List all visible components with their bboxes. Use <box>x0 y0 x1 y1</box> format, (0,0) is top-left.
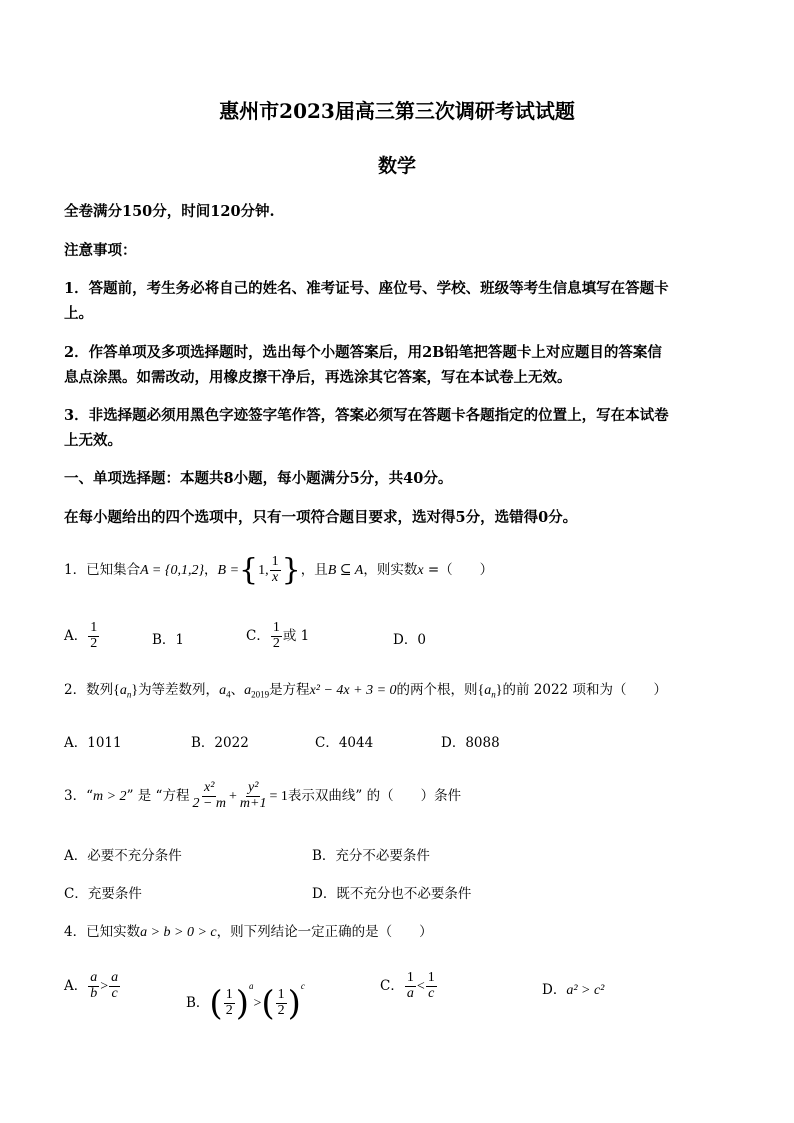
q1-option-c-label: C． <box>246 628 270 644</box>
q1-set-b-lhs: B = <box>217 563 240 578</box>
q4-option-d-expr: a² > c² <box>566 983 605 998</box>
q2-mid1: 为等差数列， <box>138 682 220 698</box>
q2-seq: a <box>119 683 127 698</box>
q4-b-num-2: 1 <box>277 987 285 1003</box>
q1-option-c-fraction <box>271 621 282 651</box>
q3-fraction-2 <box>238 781 269 811</box>
q4-option-c[interactable] <box>380 966 438 1007</box>
q2-a4-sub: 4 <box>226 689 231 700</box>
q1-left-brace: { <box>239 552 259 588</box>
q4-a-l-num: a <box>90 970 98 986</box>
q2-seq2: a <box>484 683 492 698</box>
q2-seq2-close: } <box>495 683 503 698</box>
paper-title: 惠州市2023届高三第三次调研考试试题 <box>219 99 575 123</box>
q2-prefix: 2．数列 <box>64 682 114 698</box>
q4-suffix: ，则下列结论一定正确的是（ ） <box>216 924 433 940</box>
section-instruction: 在每小题给出的四个选项中，只有一项符合题目要求，选对得5分，选错得0分。 <box>64 509 578 526</box>
q1-option-a-label: A． <box>64 628 88 644</box>
q2-mid2: 是方程 <box>269 682 310 698</box>
q2-option-a[interactable]: A．1011 <box>64 735 122 751</box>
q2-a2019-sub: 2019 <box>251 689 270 700</box>
q2-seq2-sub: n <box>491 689 496 700</box>
q4-b-lparen-1: ( <box>209 983 223 1024</box>
q4-a-l-den: b <box>90 986 98 1001</box>
q1-right-brace: } <box>281 552 301 588</box>
q4-a-op: > <box>100 979 109 994</box>
q2-seq-close: } <box>131 683 139 698</box>
q3-mid1: ” 是 “方程 <box>126 788 190 804</box>
question-3 <box>64 776 461 817</box>
notes-heading: 注意事项： <box>64 242 137 259</box>
q4-option-a-right <box>109 971 120 1001</box>
q4-b-lparen-2: ( <box>261 983 275 1024</box>
q4-prefix: 4．已知实数 <box>64 924 141 940</box>
q3-option-c[interactable]: C．充要条件 <box>64 886 142 902</box>
q2-option-c[interactable]: C．4044 <box>315 735 374 751</box>
q4-b-den-2: 2 <box>277 1003 285 1018</box>
q3-eq-rhs: = 1 <box>269 789 288 804</box>
q4-option-c-left <box>405 971 416 1001</box>
q4-b-den-1: 2 <box>225 1003 233 1018</box>
q3-option-a[interactable]: A．必要不充分条件 <box>64 848 182 864</box>
note-item-3-line2: 上无效。 <box>64 432 122 449</box>
note-item-2-line2: 息点涂黑。如需改动，用橡皮擦干净后，再选涂其它答案，写在本试卷上无效。 <box>64 369 572 386</box>
q3-condition: m > 2 <box>93 789 127 804</box>
q4-b-op: > <box>253 996 262 1011</box>
q4-c-op: < <box>416 979 425 994</box>
q1-condition: B ⊆ A <box>327 563 364 578</box>
q4-option-d-label: D． <box>542 982 567 998</box>
q4-option-c-right <box>426 971 437 1001</box>
q4-b-exp-1: a <box>248 981 254 991</box>
q4-b-rparen-2: ) <box>287 983 301 1024</box>
q3-mid2: 表示双曲线” 的（ ）条件 <box>287 788 462 804</box>
q2-a2019: a <box>244 683 252 698</box>
note-item-1-line1: 1．答题前，考生务必将自己的姓名、准考证号、座位号、学校、班级等考生信息填写在答题卡 <box>64 280 669 297</box>
q4-b-rparen-1: ) <box>235 983 249 1024</box>
q2-seq-open: { <box>113 683 120 698</box>
q2-option-d[interactable]: D．8088 <box>441 735 500 751</box>
q3-option-d[interactable]: D．既不充分也不必要条件 <box>312 886 472 902</box>
q2-sep: 、 <box>230 682 245 698</box>
exam-total-note: 全卷满分150分，时间120分钟. <box>64 203 275 220</box>
q4-b-num-1: 1 <box>225 987 233 1003</box>
q4-c-l-den: a <box>406 986 414 1001</box>
question-2 <box>64 679 667 706</box>
q1-option-b[interactable]: B．1 <box>152 632 185 648</box>
q2-seq2-open: { <box>477 683 485 698</box>
q3-prefix: 3．“ <box>64 788 93 804</box>
q3-f2-den: m+1 <box>239 796 267 811</box>
q4-c-r-den: c <box>428 986 435 1001</box>
question-4 <box>64 920 433 941</box>
q3-f2-num: y² <box>247 780 259 796</box>
q4-option-a-label: A． <box>64 978 88 994</box>
q4-option-d[interactable] <box>542 978 604 999</box>
q4-a-r-num: a <box>111 970 119 986</box>
q4-option-b[interactable] <box>186 962 305 1028</box>
note-item-1-line2: 上。 <box>64 305 93 322</box>
q4-option-a-left <box>88 971 99 1001</box>
q4-b-fraction-2 <box>276 988 287 1018</box>
q4-option-b-label: B． <box>186 995 210 1011</box>
q4-a-r-den: c <box>111 986 118 1001</box>
q4-c-r-num: 1 <box>427 970 435 986</box>
q3-fraction-1 <box>190 781 228 811</box>
q1-option-c-num: 1 <box>272 620 280 636</box>
q3-f1-num: x² <box>204 780 215 796</box>
q1-prefix: 1．已知集合 <box>64 562 141 578</box>
q1-option-a-num: 1 <box>90 620 98 636</box>
q1-frac-den: x <box>272 570 279 585</box>
q4-b-fraction-1 <box>224 988 235 1018</box>
q1-option-c-den: 2 <box>272 636 280 651</box>
q1-set-b-one: 1, <box>258 563 269 578</box>
q1-option-c[interactable] <box>246 620 309 652</box>
section-heading: 一、单项选择题：本题共8小题，每小题满分5分，共40分。 <box>64 470 453 487</box>
q4-option-a[interactable] <box>64 966 121 1007</box>
q1-set-b-fraction <box>270 555 281 585</box>
q1-option-a-fraction <box>88 621 99 651</box>
q3-f1-den: 2 − m <box>192 796 227 811</box>
subject-title: 数学 <box>377 155 416 177</box>
q1-set-a: A = {0,1,2} <box>140 563 205 578</box>
q2-seq-sub: n <box>126 689 132 700</box>
q1-cond-text: ，且 <box>300 562 328 578</box>
q2-option-b[interactable]: B．2022 <box>191 735 249 751</box>
question-1 <box>64 552 493 589</box>
q1-option-c-suffix: 或 1 <box>282 628 310 644</box>
q1-suffix: =（ ） <box>423 562 494 578</box>
q2-a4: a <box>219 683 227 698</box>
q4-b-exp-2: c <box>300 981 305 991</box>
q4-condition: a > b > 0 > c <box>140 925 217 940</box>
note-item-2-line1: 2．作答单项及多项选择题时，选出每个小题答案后，用2B铅笔把答题卡上对应题目的答案信 <box>64 344 662 361</box>
q1-option-a[interactable] <box>64 620 100 652</box>
q1-frac-num: 1 <box>271 554 279 570</box>
q2-mid3: 的两个根，则 <box>396 682 478 698</box>
q1-option-a-den: 2 <box>90 636 98 651</box>
q4-option-c-label: C． <box>380 978 404 994</box>
q1-comma: ， <box>204 562 218 578</box>
q1-suffix-text: ，则实数 <box>363 562 418 578</box>
q1-option-d[interactable]: D．0 <box>393 632 426 648</box>
q1-var: x <box>417 563 424 578</box>
q3-option-b[interactable]: B．充分不必要条件 <box>312 848 430 864</box>
q3-plus: + <box>229 789 237 804</box>
note-item-3-line1: 3．非选择题必须用黑色字迹签字笔作答，答案必须写在答题卡各题指定的位置上，写在本试卷 <box>64 407 669 424</box>
q2-suffix: 的前 2022 项和为（ ） <box>502 682 667 698</box>
q4-c-l-num: 1 <box>406 970 414 986</box>
q2-equation: x² − 4x + 3 = 0 <box>309 683 397 698</box>
